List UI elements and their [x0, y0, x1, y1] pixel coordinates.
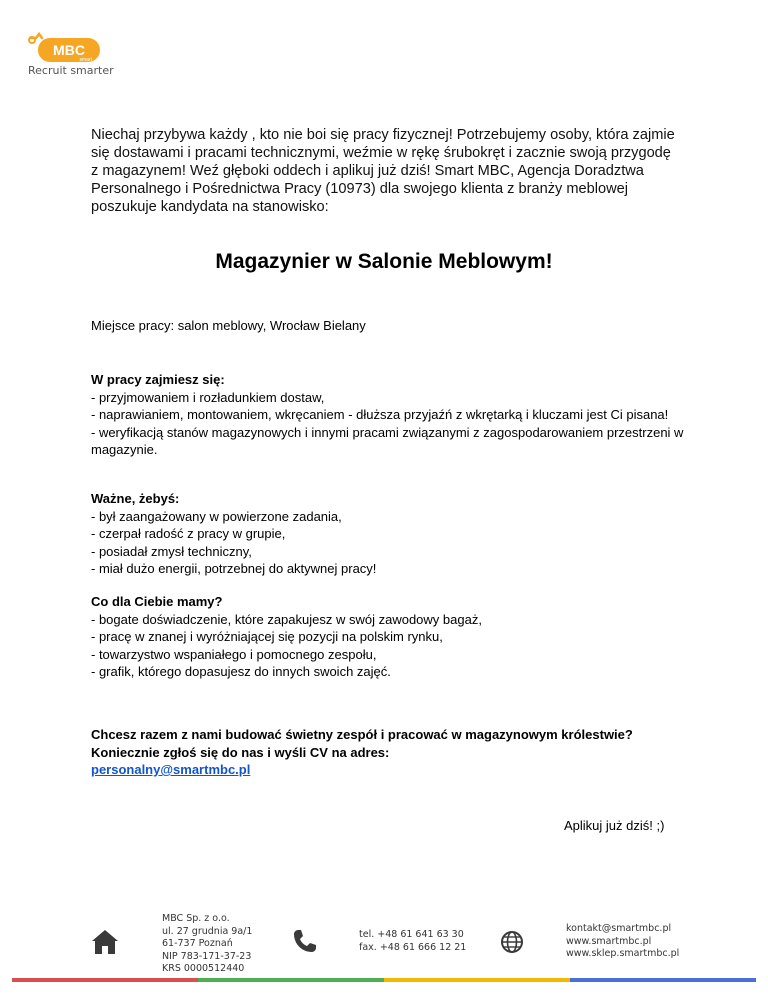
cta-text: Chcesz razem z nami budować świetny zespół i pracować w magazynowym królestwie? Koniecznie zgłoś się do nas i wyśli CV na adres:	[91, 727, 633, 760]
duties-heading: W pracy zajmiesz się:	[91, 372, 225, 387]
stripe-segment	[384, 978, 570, 982]
list-item: - czerpał radość z pracy w grupie,	[91, 526, 286, 541]
list-item: - posiadał zmysł techniczny,	[91, 543, 252, 559]
footer-line: MBC Sp. z o.o.	[162, 913, 230, 924]
requirements-heading: Ważne, żebyś:	[91, 491, 180, 506]
footer-email[interactable]: kontakt@smartmbc.pl	[566, 923, 672, 934]
list-item: - pracę w znanej i wyróżniającej się pozycji na polskim rynku,	[91, 629, 443, 644]
list-item: - towarzystwo wspaniałego i pomocnego zespołu,	[91, 646, 377, 662]
job-location: Miejsce pracy: salon meblowy, Wrocław Bielany	[91, 318, 366, 333]
list-item: - grafik, którego dopasujesz do innych swoich zajęć.	[91, 664, 391, 679]
footer-phones	[359, 929, 466, 954]
offer-section	[91, 593, 691, 681]
footer-line: KRS 0000512440	[162, 963, 245, 974]
list-item: - naprawianiem, montowaniem, wkręcaniem - dłuższa przyjaźń z wkrętarką i kluczami jest Ci pisana!	[91, 407, 669, 422]
phone-icon	[292, 928, 318, 954]
footer-line: ul. 27 grudnia 9a/1	[162, 925, 253, 937]
job-title: Magazynier w Salonie Meblowym!	[215, 250, 553, 273]
footer-line: 61-737 Poznań	[162, 938, 233, 949]
tagline: Recruit smarter	[28, 64, 114, 77]
home-icon	[90, 928, 120, 956]
list-item: - bogate doświadczenie, które zapakujesz w swój zawodowy bagaż,	[91, 611, 482, 627]
apply-note: Aplikuj już dziś! ;)	[564, 818, 665, 833]
requirements-section	[91, 490, 691, 578]
footer-line: tel. +48 61 641 63 30	[359, 929, 464, 940]
list-item: - miał dużo energii, potrzebnej do aktywnej pracy!	[91, 561, 377, 576]
footer-shop[interactable]: www.sklep.smartmbc.pl	[566, 948, 680, 959]
globe-icon	[500, 930, 524, 954]
footer-line: fax. +48 61 666 12 21	[359, 941, 467, 953]
email-link[interactable]: personalny@smartmbc.pl	[91, 762, 251, 777]
intro-paragraph: Niechaj przybywa każdy , kto nie boi się pracy fizycznej! Potrzebujemy osoby, która zajmie się dostawami i pracami technicznymi, weźmie w rękę śrubokręt i zacznie swoją przygodę z magazynem! Weź głęboki oddech i aplikuj już dziś! Smart MBC, Agencja Doradztwa Personalnego i Pośrednictwa Pracy (10973) dla swojego klienta z branży meblowej poszukuje kandydata na stanowisko:	[91, 127, 675, 215]
stripe-segment	[198, 978, 384, 982]
mbc-logo-icon	[26, 30, 106, 66]
footer-website[interactable]: www.smartmbc.pl	[566, 935, 652, 947]
footer-web	[566, 923, 679, 961]
footer-line: NIP 783-171-37-23	[162, 950, 252, 962]
offer-heading: Co dla Ciebie mamy?	[91, 594, 223, 609]
stripe-segment	[12, 978, 198, 982]
logo-subtext: smart	[79, 57, 92, 63]
list-item: - weryfikacją stanów magazynowych i innymi pracami związanymi z zagospodarowaniem przestrzeni w magazynie.	[91, 424, 684, 457]
logo-text: MBC	[53, 42, 85, 58]
footer-address	[162, 913, 252, 976]
duties-section	[91, 371, 691, 459]
cta-block	[91, 726, 651, 779]
stripe-segment	[570, 978, 756, 982]
list-item: - przyjmowaniem i rozładunkiem dostaw,	[91, 389, 325, 405]
list-item: - był zaangażowany w powierzone zadania,	[91, 508, 342, 524]
